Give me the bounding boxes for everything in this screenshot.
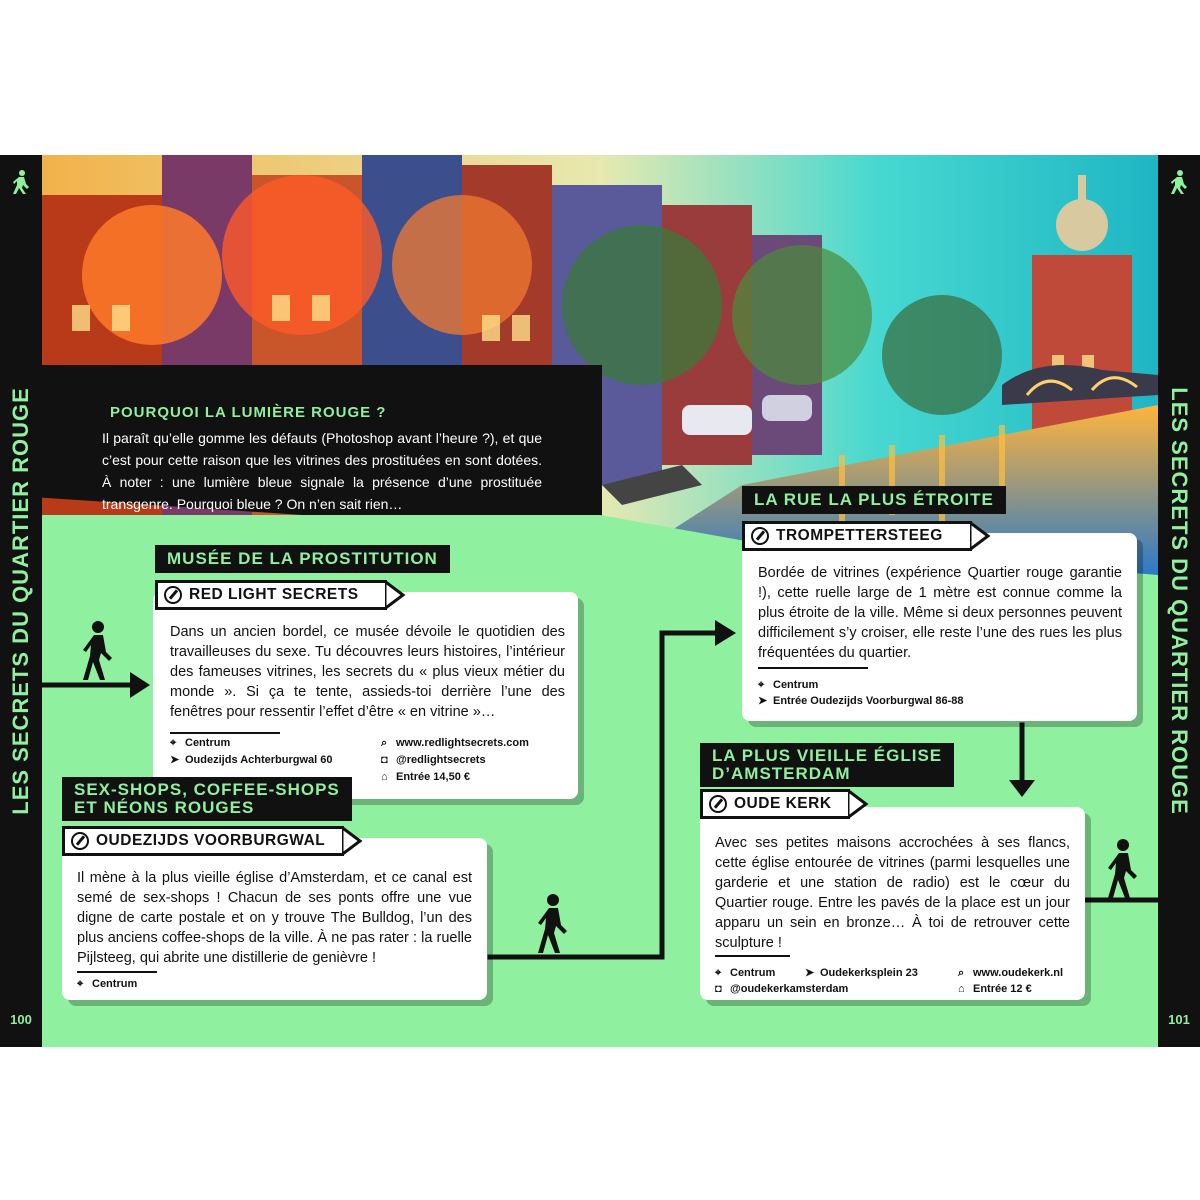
pill-arrow: [848, 789, 870, 819]
sexshops-tag: SEX-SHOPS, COFFEE-SHOPS ET NÉONS ROUGES: [62, 777, 352, 821]
rue-address: ➤ Entrée Oudezijds Voorburgwal 86-88: [758, 695, 964, 707]
rue-text: Bordée de vitrines (expérience Quartier rouge garantie !), cette ruelle large de 1 mètre est connue comme la plus étroite de la ville. Même si deux personnes peuvent difficilement s’y croiser, elle reste l’une des rues les plus fréquentées du quartier.: [758, 565, 1122, 661]
pill-arrow: [385, 580, 407, 610]
musee-text: Dans un ancien bordel, ce musée dévoile le quotidien des travailleuses du sexe. Tu découvres leurs histoires, l’intérieur des fameuses vitrines, les secrets du « plus vieux métier du monde ». Si ça te tente, assieds-toi derrière l’une des fenêtres pour ressentir l’effet d’être « en vitrine »…: [170, 624, 565, 720]
musee-district: ⌖ Centrum: [170, 737, 231, 749]
rue-district: ⌖ Centrum: [758, 679, 819, 691]
page-number-right: 101: [1168, 1012, 1190, 1027]
search-icon: ⌕: [381, 737, 388, 749]
divider: [758, 667, 868, 669]
why-text: Il paraît qu’elle gomme les défauts (Photoshop avant l’heure ?), et que c’est pour cette raison que les vitrines des prostituées en sont dotées. À noter : une lumière bleue signale la présence d’une prostituée transgenre. Pourquoi bleue ? On n’en sait rien…: [102, 430, 542, 512]
tag-icon: ⌂: [958, 983, 965, 995]
right-side-bar: [1158, 155, 1200, 1047]
musee-address: ➤ Oudezijds Achterburgwal 60: [170, 754, 333, 766]
eglise-web[interactable]: ⌕ www.oudekerk.nl: [958, 967, 1064, 979]
pill-arrow: [970, 521, 992, 551]
musee-web[interactable]: ⌕ www.redlightsecrets.com: [381, 737, 529, 749]
compass-icon: [751, 527, 769, 545]
pin-icon: ⌖: [170, 737, 177, 749]
pin-icon: ⌖: [77, 978, 84, 990]
arrow-icon: ➤: [758, 695, 768, 707]
left-side-bar: [0, 155, 42, 1047]
walking-person-icon: [1103, 838, 1143, 900]
search-icon: ⌕: [958, 967, 965, 979]
divider: [715, 955, 790, 957]
pill-arrow: [342, 826, 364, 856]
divider: [170, 732, 280, 734]
compass-icon: [709, 795, 727, 813]
sexshops-place: OUDEZIJDS VOORBURGWAL: [62, 826, 344, 856]
rue-card: [742, 533, 1137, 721]
walking-person-icon: [8, 169, 34, 195]
why-tag: POURQUOI LA LUMIÈRE ROUGE ?: [102, 400, 394, 426]
compass-icon: [71, 832, 89, 850]
tag-icon: ⌂: [381, 771, 388, 783]
musee-insta[interactable]: ◘ @redlightsecrets: [381, 754, 486, 766]
sexshops-district: ⌖ Centrum: [77, 978, 138, 990]
walking-person-icon: [533, 893, 573, 955]
sexshops-card: [62, 838, 487, 1000]
page-number-left: 100: [10, 1012, 32, 1027]
pin-icon: ⌖: [715, 967, 722, 979]
side-title: LES SECRETS DU QUARTIER ROUGE: [1167, 387, 1192, 815]
book-spread: [0, 155, 1200, 1047]
walking-person-icon: [78, 620, 118, 682]
divider: [77, 971, 157, 973]
musee-tag: MUSÉE DE LA PROSTITUTION: [155, 545, 450, 573]
eglise-place: OUDE KERK: [700, 789, 850, 819]
arrow-icon: ➤: [805, 967, 815, 979]
camera-icon: ◘: [715, 983, 722, 995]
eglise-address: ➤ Oudekerksplein 23: [805, 967, 918, 979]
side-title: LES SECRETS DU QUARTIER ROUGE: [8, 387, 33, 815]
eglise-price: ⌂ Entrée 12 €: [958, 983, 1032, 995]
walking-person-icon: [1166, 169, 1192, 195]
pin-icon: ⌖: [758, 679, 765, 691]
eglise-district: ⌖ Centrum: [715, 967, 776, 979]
arrow-icon: ➤: [170, 754, 180, 766]
eglise-card: [700, 807, 1085, 1000]
sexshops-text: Il mène à la plus vieille église d’Amsterdam, et ce canal est semé de sex-shops ! Chacun de ses ponts offre une vue digne de carte postale et on y trouve The Bulldog, l’un des plus anciens coffee-shops de la ville. À ne pas rater : la ruelle Pijlsteeg, qui abrite une distillerie de genièvre !: [77, 870, 472, 966]
compass-icon: [164, 586, 182, 604]
camera-icon: ◘: [381, 754, 388, 766]
eglise-text: Avec ses petites maisons accrochées à ses flancs, cette église entourée de vitrines (parmi lesquelles une garderie et une station de radio) est le cœur du Quartier rouge. Entre les pavés de la place est un jour apparu un sein en bronze… À toi de retrouver cette sculpture !: [715, 835, 1070, 951]
rue-tag: LA RUE LA PLUS ÉTROITE: [742, 486, 1006, 514]
rue-place: TROMPETTERSTEEG: [742, 521, 972, 551]
musee-price: ⌂ Entrée 14,50 €: [381, 771, 470, 783]
eglise-tag: LA PLUS VIEILLE ÉGLISE D’AMSTERDAM: [700, 743, 954, 787]
eglise-insta[interactable]: ◘ @oudekerkamsterdam: [715, 983, 849, 995]
musee-card: [153, 592, 578, 799]
musee-place: RED LIGHT SECRETS: [155, 580, 387, 610]
